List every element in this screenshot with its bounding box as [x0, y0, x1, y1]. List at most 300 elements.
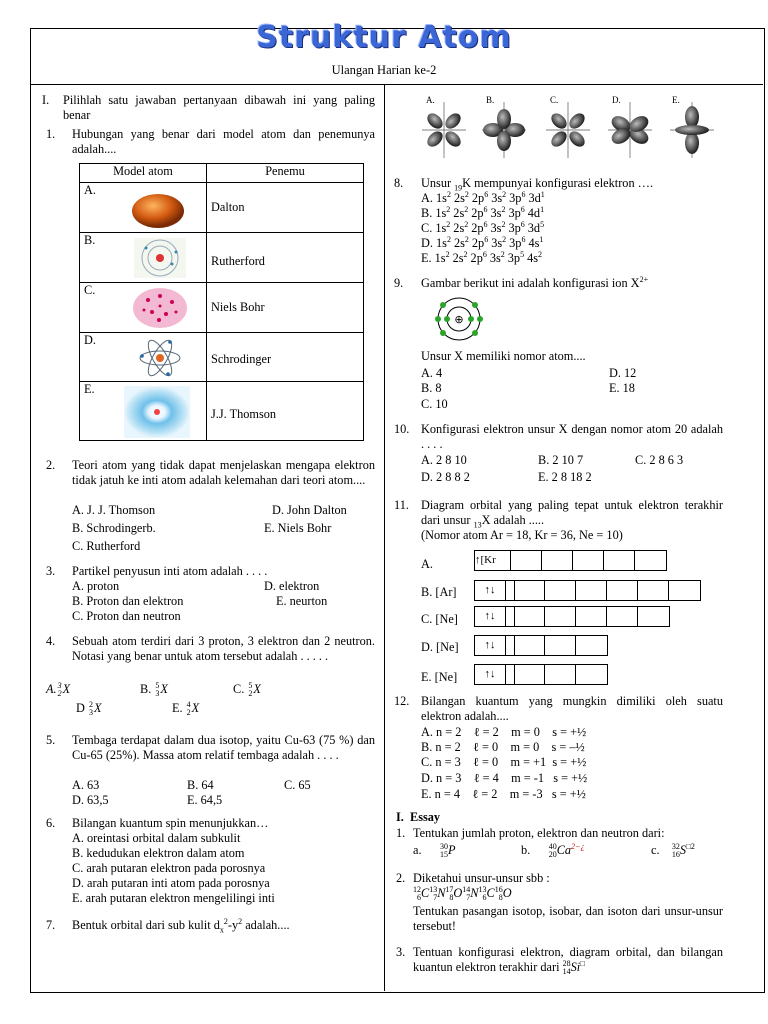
- electron-count: 2: [446, 204, 451, 214]
- schrodinger-atom-image: [136, 338, 184, 378]
- orbital-c-shape[interactable]: [546, 102, 590, 158]
- orbital-box: ↑↓: [475, 636, 506, 655]
- q7-pre: Bentuk orbital dari sub kulit d: [72, 918, 220, 932]
- orbital-label-e: E.: [672, 95, 680, 105]
- q7-sup2: 2: [238, 916, 243, 926]
- orbital-box: [514, 607, 545, 626]
- q5-option-a[interactable]: A. 63: [72, 778, 100, 792]
- q1-inventor-b: Rutherford: [211, 254, 265, 268]
- q11-option-c[interactable]: C. [Ne]: [421, 612, 458, 626]
- nuclide: [445, 885, 463, 903]
- q4-d-number: 3: [88, 708, 93, 718]
- nuclide-symbol: N: [470, 886, 479, 900]
- electron-count: 6: [484, 189, 489, 199]
- q1-row-a-inventor: [207, 183, 364, 233]
- electron-count: 2: [502, 189, 507, 199]
- q10-option-e[interactable]: E. 2 8 18 2: [538, 470, 592, 484]
- essay2-nuclides: [413, 886, 512, 902]
- header-divider: [30, 84, 763, 85]
- electron-count: 1: [540, 204, 545, 214]
- q3-option-a[interactable]: A. proton: [72, 579, 120, 593]
- q6-number: 6.: [46, 816, 56, 830]
- electron-count: 6: [484, 234, 489, 244]
- essay1-b-charge: 2−¿: [571, 841, 585, 851]
- orbital-e-shape[interactable]: [670, 102, 714, 158]
- q9-charge: 2+: [639, 274, 649, 284]
- q11-c-boxes: [474, 606, 670, 627]
- essay3-text-main: Tentuan konfigurasi elektron, diagram orbital, dan bilangan kuantun elektron terakhir dari: [413, 945, 723, 974]
- q4-option-a[interactable]: [46, 682, 70, 698]
- orbital-label-d: D.: [612, 95, 621, 105]
- q10-option-a[interactable]: A. 2 8 10: [421, 453, 467, 467]
- nuclide: [429, 885, 446, 903]
- q6-option-b[interactable]: B. kedudukan elektron dalam atom: [72, 846, 245, 860]
- nuclide-mass: 12: [413, 885, 421, 895]
- q4-a-mass: 3: [57, 681, 62, 691]
- q12-option-a[interactable]: A. n = 2 ℓ = 2 m = 0 s = +½: [421, 725, 587, 739]
- q8-pre: Unsur: [421, 176, 455, 190]
- nuclide-mass: 17: [445, 885, 454, 895]
- q4-number: 4.: [46, 634, 56, 648]
- q1-text: Hubungan yang benar dari model atom dan penemunya adalah....: [72, 127, 375, 156]
- nuclide-symbol: C: [486, 886, 495, 900]
- q9-option-c[interactable]: C. 10: [421, 397, 448, 411]
- orbital-term: 2p: [471, 191, 485, 205]
- q5-option-c[interactable]: C. 65: [284, 778, 311, 792]
- q3-option-e[interactable]: E. neurton: [276, 594, 328, 608]
- essay1-number: 1.: [396, 826, 406, 840]
- q5-number: 5.: [46, 733, 56, 747]
- electron-count: 5: [520, 249, 525, 259]
- nuclide-number: 6: [482, 893, 487, 903]
- electron-count: 2: [464, 189, 469, 199]
- orbital-box: [638, 607, 669, 626]
- nuclide-symbol: C: [421, 886, 430, 900]
- electron-count: 2: [446, 219, 451, 229]
- q1-col-inventor-label: Penemu: [265, 164, 305, 178]
- orbital-term: 3p: [508, 206, 521, 220]
- electron-count: 2: [502, 234, 507, 244]
- electron-count: 6: [483, 204, 488, 214]
- orbital-term: 3s: [491, 191, 503, 205]
- electron-count: 6: [482, 249, 487, 259]
- nuclide-mass: 13: [478, 885, 487, 895]
- orbital-term: 2p: [471, 221, 484, 235]
- orbital-label-c: C.: [550, 95, 559, 105]
- orbital-box: ↑↓: [475, 665, 506, 684]
- q3-number: 3.: [46, 564, 56, 578]
- orbital-box: [576, 607, 607, 626]
- q1-col-inventor: [207, 164, 364, 183]
- q6-option-d[interactable]: D. arah putaran inti atom pada porosnya: [72, 876, 270, 890]
- electron-count: 2: [501, 219, 506, 229]
- q4-e-label: E.: [172, 701, 183, 715]
- orbital-term: 3d: [527, 221, 541, 235]
- essay1-text: Tentukan jumlah proton, elektron dan neutron dari:: [413, 826, 665, 840]
- orbital-box: [635, 551, 666, 570]
- essay1-b-mass: 40: [548, 842, 557, 852]
- orbital-box: [638, 581, 669, 600]
- q9-option-e[interactable]: E. 18: [609, 381, 635, 395]
- essay1-a-symbol: P: [448, 843, 456, 857]
- orbital-box: [576, 636, 607, 655]
- orbital-term: 3d: [528, 191, 541, 205]
- q8-option-c[interactable]: [421, 221, 544, 236]
- orbital-box: [511, 551, 542, 570]
- q11-option-a[interactable]: A.: [421, 557, 433, 571]
- q9-ion-diagram: [420, 296, 498, 342]
- q4-d-label: D: [76, 701, 85, 715]
- q12-option-e[interactable]: E. n = 4 ℓ = 2 m = -3 s = +½: [421, 787, 586, 801]
- orbital-d-shape[interactable]: [608, 102, 652, 158]
- orbital-term: 2p: [471, 206, 484, 220]
- dalton-atom-image: [130, 189, 186, 229]
- q1-row-c-inventor: [207, 283, 364, 333]
- q9-question: Unsur X memiliki nomor atom....: [421, 349, 586, 363]
- orbital-term: 3p: [509, 236, 522, 250]
- q4-c-number: 2: [248, 689, 253, 699]
- q4-e-number: 2: [186, 708, 191, 718]
- q12-number: 12.: [394, 694, 410, 708]
- q9-number: 9.: [394, 276, 404, 290]
- nuclide: [494, 885, 512, 903]
- q8-text: [421, 176, 653, 191]
- q8-option-d[interactable]: [421, 236, 543, 251]
- electron-count: 2: [446, 189, 451, 199]
- q1-option-e[interactable]: E.: [84, 382, 95, 396]
- essay-heading: I. Essay: [396, 810, 441, 824]
- essay2-text: Diketahui unsur-unsur sbb :: [413, 871, 550, 885]
- orbital-box: ↑↓: [475, 581, 506, 600]
- q2-option-b[interactable]: B. Schrodingerb.: [72, 521, 156, 535]
- essay1-part-a: [413, 843, 456, 859]
- orbital-box: [545, 665, 576, 684]
- orbital-box: [514, 581, 545, 600]
- orbital-term: 3p: [507, 251, 521, 265]
- electron-count: 6: [520, 219, 525, 229]
- thomson-atom-image: [124, 386, 190, 438]
- column-divider: [384, 84, 385, 991]
- q4-e-symbol: X: [191, 701, 200, 715]
- q4-option-b[interactable]: [140, 682, 168, 698]
- orbital-box: [514, 665, 545, 684]
- essay3-text: [413, 945, 723, 976]
- orbital-term: 4s: [528, 236, 540, 250]
- nuclide: [413, 885, 430, 903]
- orbital-term: C. 1s: [421, 221, 447, 235]
- orbital-box: [545, 636, 576, 655]
- q9-option-a[interactable]: A. 4: [421, 366, 443, 380]
- q1-row-c-model: [80, 283, 207, 333]
- orbital-term: 3s: [491, 236, 503, 250]
- q6-option-e[interactable]: E. arah putaran elektron mengelilingi inti: [72, 891, 275, 905]
- nuclide-number: 7: [433, 893, 438, 903]
- rutherford-atom-image: [132, 236, 188, 280]
- q8-option-a[interactable]: [421, 191, 545, 206]
- orbital-term: 4d: [527, 206, 541, 220]
- q12-option-b[interactable]: B. n = 2 ℓ = 0 m = 0 s = –½: [421, 740, 585, 754]
- q11-option-d[interactable]: D. [Ne]: [421, 640, 459, 654]
- electron-count: 2: [446, 234, 451, 244]
- q4-b-mass: 5: [155, 681, 160, 691]
- orbital-term: 3s: [490, 206, 502, 220]
- essay1-b-label: b.: [521, 843, 531, 857]
- essay1-part-b: [521, 843, 584, 859]
- essay2-number: 2.: [396, 871, 406, 885]
- essay1-a-label: a.: [413, 843, 422, 857]
- q4-option-d[interactable]: [76, 701, 101, 717]
- q4-e-mass: 4: [186, 700, 191, 710]
- nuclide-number: 8: [498, 893, 503, 903]
- essay1-c-mass: 32: [671, 842, 680, 852]
- q7-mid: -y: [227, 918, 239, 932]
- q4-c-mass: 5: [248, 681, 253, 691]
- q11-a-boxes: [474, 550, 667, 571]
- orbital-term: 3s: [490, 221, 502, 235]
- orbital-term: 2s: [453, 191, 465, 205]
- q7-post: adalah....: [242, 918, 290, 932]
- q7-sup: 2: [223, 916, 228, 926]
- q5-text: Tembaga terdapat dalam dua isotop, yaitu Cu-63 (75 %) dan Cu-65 (25%). Massa atom relatif tembaga adalah . . . .: [72, 733, 375, 762]
- section-instructions: Pilihlah satu jawaban pertanyaan dibawah ini yang paling benar: [63, 93, 375, 122]
- q11-note: (Nomor atom Ar = 18, Kr = 36, Ne = 10): [421, 528, 623, 542]
- orbital-box: [607, 607, 638, 626]
- q1-row-e-inventor: [207, 382, 364, 441]
- essay1-b-number: 20: [548, 850, 557, 860]
- q1-inventor-a: Dalton: [211, 200, 245, 214]
- nuclide-number: 8: [449, 893, 454, 903]
- q9-option-d[interactable]: D. 12: [609, 366, 637, 380]
- electron-count: 2: [501, 204, 506, 214]
- q8-post: K mempunyai konfigurasi elektron ….: [462, 176, 654, 190]
- essay3-symbol: Si: [570, 960, 581, 974]
- q2-number: 2.: [46, 458, 56, 472]
- essay1-c-symbol: S: [679, 843, 686, 857]
- q11-d-boxes: [474, 635, 608, 656]
- q6-option-c[interactable]: C. arah putaran elektron pada porosnya: [72, 861, 266, 875]
- electron-count: 6: [521, 234, 526, 244]
- orbital-box: [514, 636, 545, 655]
- q1-row-b-model: [80, 233, 207, 283]
- q4-d-symbol: X: [93, 701, 102, 715]
- q3-option-b[interactable]: B. Proton dan elektron: [72, 594, 184, 608]
- q6-option-a[interactable]: A. oreintasi orbital dalam subkulit: [72, 831, 241, 845]
- q1-row-d-inventor: [207, 333, 364, 382]
- q10-option-d[interactable]: D. 2 8 8 2: [421, 470, 470, 484]
- orbital-shapes: [418, 90, 730, 162]
- q4-option-c[interactable]: [233, 682, 261, 698]
- q8-number: 8.: [394, 176, 404, 190]
- orbital-b-shape[interactable]: [482, 102, 526, 158]
- q1-table: [79, 163, 364, 441]
- orbital-box: [573, 551, 604, 570]
- q9-nucleus-symbol: ⊕: [454, 313, 464, 326]
- q2-text: Teori atom yang tidak dapat menjelaskan mengapa elektron tidak jatuh ke inti atom adalah kelemahan dari teori atom....: [72, 458, 375, 487]
- q1-row-a-model: [80, 183, 207, 233]
- orbital-term: B. 1s: [421, 206, 447, 220]
- q1-option-c[interactable]: C.: [84, 283, 96, 297]
- orbital-box: [607, 581, 638, 600]
- orbital-term: E. 1s: [421, 251, 446, 265]
- q2-option-e[interactable]: E. Niels Bohr: [264, 521, 332, 535]
- orbital-box: [669, 581, 700, 600]
- q1-option-b[interactable]: B.: [84, 233, 96, 247]
- nuclide: [462, 885, 479, 903]
- orbital-term: 3s: [489, 251, 501, 265]
- q12-text: Bilangan kuantum yang mungkin dimiliki oleh suatu elektron adalah....: [421, 694, 723, 723]
- q11-text2: X adalah .....: [481, 513, 545, 527]
- electron-count: 2: [463, 249, 468, 259]
- essay1-c-charge: □2: [686, 841, 695, 851]
- q11-text: [421, 498, 723, 528]
- q1-row-b-inventor: [207, 233, 364, 283]
- orbital-box: [604, 551, 635, 570]
- q11-text1: Diagram orbital yang paling tepat untuk elektron terakhir dari unsur: [421, 498, 723, 527]
- q2-option-d[interactable]: D. John Dalton: [272, 503, 347, 517]
- q1-col-model-label: Model atom: [113, 164, 173, 178]
- electron-count: 2: [445, 249, 450, 259]
- essay3-number: 3.: [396, 945, 406, 959]
- orbital-term: A. 1s: [421, 191, 447, 205]
- q7-sub: x: [219, 925, 224, 935]
- q3-text: Partikel penyusun inti atom adalah . . . .: [72, 564, 268, 578]
- nuclide: [478, 885, 495, 903]
- electron-count: 1: [540, 189, 545, 199]
- orbital-term: 2p: [470, 251, 483, 265]
- nuclide-symbol: O: [453, 886, 463, 900]
- essay3-charge: □: [580, 958, 585, 968]
- nuclide-symbol: N: [437, 886, 446, 900]
- bohr-atom-image: [132, 286, 188, 330]
- q11-option-b[interactable]: B. [Ar]: [421, 585, 457, 599]
- q4-a-label: A.: [46, 682, 57, 696]
- orbital-label-a: A.: [426, 95, 435, 105]
- orbital-term: D. 1s: [421, 236, 447, 250]
- q4-b-symbol: X: [160, 682, 168, 696]
- q7-number: 7.: [46, 918, 56, 932]
- q12-option-d[interactable]: D. n = 3 ℓ = 4 m = -1 s = +½: [421, 771, 588, 785]
- electron-count: 2: [464, 234, 469, 244]
- q2-option-c[interactable]: C. Rutherford: [72, 539, 141, 553]
- orbital-box: [576, 581, 607, 600]
- orbital-box: [542, 551, 573, 570]
- q6-text: Bilangan kuantum spin menunjukkan…: [72, 816, 269, 830]
- q8-option-b[interactable]: [421, 206, 544, 221]
- q3-option-d[interactable]: D. elektron: [264, 579, 320, 593]
- orbital-box: [576, 665, 607, 684]
- orbital-term: 2s: [453, 206, 465, 220]
- q9-option-b[interactable]: B. 8: [421, 381, 442, 395]
- q1-number: 1.: [46, 127, 56, 141]
- electron-count: 5: [540, 219, 545, 229]
- essay3-mass: 28: [562, 959, 571, 969]
- nuclide-mass: 16: [494, 885, 503, 895]
- page-subtitle: Ulangan Harian ke-2: [331, 63, 437, 77]
- q4-b-label: B.: [140, 682, 152, 696]
- orbital-term: 3p: [508, 221, 521, 235]
- essay1-a-mass: 30: [440, 842, 448, 852]
- essay2-question: Tentukan pasangan isotop, isobar, dan isoton dari unsur-unsur tersebut!: [413, 904, 723, 933]
- orbital-box: ↑↓: [475, 607, 506, 626]
- q9-ion-svg: [420, 296, 498, 342]
- q11-number: 11.: [394, 498, 409, 512]
- q4-option-e[interactable]: [172, 701, 199, 717]
- essay1-c-label: c.: [651, 843, 660, 857]
- q4-c-label: C.: [233, 682, 245, 696]
- essay1-b-symbol: Ca: [556, 843, 572, 857]
- orbital-box: [545, 581, 576, 600]
- q11-b-boxes: [474, 580, 701, 601]
- q10-number: 10.: [394, 422, 410, 436]
- orbital-term: 3p: [509, 191, 522, 205]
- q2-option-a[interactable]: A. J. J. Thomson: [72, 503, 156, 517]
- electron-count: 2: [500, 249, 505, 259]
- electron-count: 2: [464, 219, 469, 229]
- orbital-box: [545, 607, 576, 626]
- q1-inventor-c: Niels Bohr: [211, 300, 265, 314]
- q5-option-d[interactable]: D. 63,5: [72, 793, 109, 807]
- electron-count: 1: [539, 234, 544, 244]
- q11-sub: 13: [473, 520, 482, 530]
- q4-c-symbol: X: [253, 682, 261, 696]
- q1-inventor-e: J.J. Thomson: [211, 406, 277, 421]
- electron-count: 2: [464, 204, 469, 214]
- q11-e-boxes: [474, 664, 608, 685]
- q10-option-b[interactable]: B. 2 10 7: [538, 453, 584, 467]
- electron-count: 2: [538, 249, 543, 259]
- essay1-c-number: 16: [671, 850, 680, 860]
- orbital-a-shape[interactable]: [422, 102, 466, 158]
- orbital-images-svg: [418, 90, 730, 162]
- q1-option-a[interactable]: A.: [84, 183, 96, 197]
- q10-option-c[interactable]: C. 2 8 6 3: [635, 453, 684, 467]
- orbital-term: 2p: [471, 236, 485, 250]
- orbital-term: 2s: [452, 251, 464, 265]
- electron-count: 6: [521, 189, 526, 199]
- nuclide-mass: 14: [462, 885, 471, 895]
- q4-d-mass: 2: [88, 700, 93, 710]
- q7-text: [72, 918, 290, 933]
- q3-option-c[interactable]: C. Proton dan neutron: [72, 609, 181, 623]
- q5-option-e[interactable]: E. 64,5: [187, 793, 223, 807]
- section-number: I.: [42, 93, 50, 107]
- essay1-a-number: 15: [440, 850, 448, 860]
- q5-option-b[interactable]: B. 64: [187, 778, 214, 792]
- q1-col-model: [80, 164, 207, 183]
- orbital-term: 2s: [453, 221, 465, 235]
- q1-option-d[interactable]: D.: [84, 333, 96, 347]
- q12-option-c[interactable]: C. n = 3 ℓ = 0 m = +1 s = +½: [421, 755, 587, 769]
- orbital-label-b: B.: [486, 95, 495, 105]
- nuclide-number: 7: [466, 893, 471, 903]
- q9-text: [421, 276, 648, 291]
- q1-row-e-model: [80, 382, 207, 441]
- essay3-number-atomic: 14: [562, 967, 571, 977]
- q8-sub: 19: [454, 183, 463, 193]
- page-title: Struktur Atom: [256, 20, 512, 55]
- nuclide-mass: 13: [429, 885, 438, 895]
- orbital-term: 2s: [453, 236, 465, 250]
- q4-a-number: 2: [57, 689, 62, 699]
- q10-text: Konfigurasi elektron unsur X dengan nomor atom 20 adalah . . . .: [421, 422, 723, 451]
- q9-text-main: Gambar berikut ini adalah konfigurasi ion X: [421, 276, 640, 290]
- electron-count: 6: [483, 219, 488, 229]
- q8-option-e[interactable]: [421, 251, 542, 266]
- q1-row-d-model: [80, 333, 207, 382]
- q11-option-e[interactable]: E. [Ne]: [421, 670, 458, 684]
- orbital-box: ↑[Kr: [475, 551, 511, 570]
- electron-count: 6: [520, 204, 525, 214]
